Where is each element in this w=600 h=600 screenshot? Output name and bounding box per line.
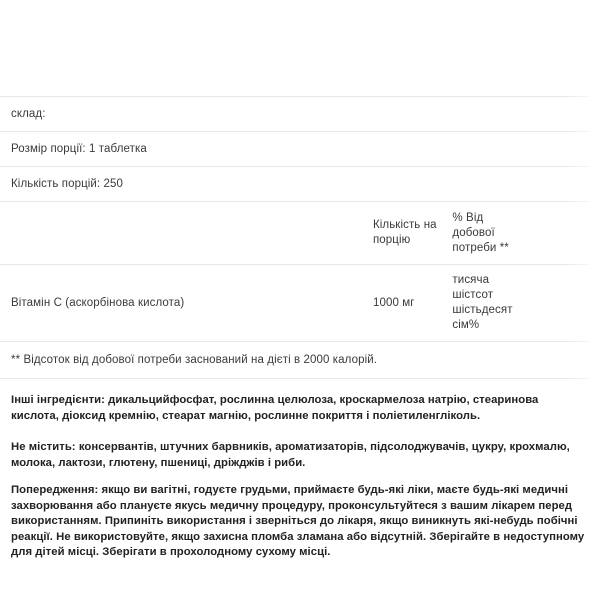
gap-before-warning xyxy=(0,471,600,483)
other-ingredients-block xyxy=(0,393,600,424)
serving-size-row xyxy=(0,132,600,166)
header-cell-amount xyxy=(373,202,452,264)
header-amount-line-2: порцію xyxy=(372,234,411,246)
table-row xyxy=(0,265,590,341)
composition-heading-label: склад: xyxy=(11,108,46,120)
header-dv-line-1: % Від xyxy=(452,211,484,224)
free-from-block xyxy=(0,440,600,471)
row-dv-line-2: шістсот xyxy=(452,289,494,301)
header-cell-daily-value xyxy=(452,202,590,264)
serving-size-label: Розмір порції: 1 таблетка xyxy=(11,143,147,155)
row-dv-line-1: тисяча xyxy=(452,274,490,286)
row-nutrient-daily-value xyxy=(452,265,590,341)
servings-per-container-row xyxy=(0,167,600,201)
header-cell-name xyxy=(0,202,373,264)
table-header-row xyxy=(0,202,590,264)
daily-value-footnote: ** Відсоток від добової потреби заснований на дієті в 2000 калорій. xyxy=(11,354,378,366)
warning-text: Попередження: якщо ви вагітні, годуєте грудьми, приймаєте будь-які ліки, маєте будь-які медичні захворювання або плануєте якусь медичну процедуру, проконсультуйтеся з вашим лікарем перед використанням. Припиніть використання і зверніться до лікаря, якщо виникнуть які-небудь побічні реакції. Не використовуйте, якщо захисна пломба зламана або відсутній. Зберігайте в недоступному для дітей місці. Зберігати в прохолодному сухому місці. xyxy=(11,484,585,558)
row-nutrient-name: Вітамін С (аскорбінова кислота) xyxy=(11,296,185,309)
nutrition-table xyxy=(0,202,590,264)
free-from-text: Не містить: консервантів, штучних барвників, ароматизаторів, підсолоджувачів, цукру, крохмалю, молока, лактози, глютену, пшениці, дріжджів і риби. xyxy=(11,441,570,469)
nutrition-table-body xyxy=(0,265,590,341)
other-ingredients-text: Інші інгредієнти: дикальцийфосфат, рослинна целюлоза, кроскармелоза натрію, стеаринова кислота, діоксид кремнію, стеарат магнію, рослинне покриття і поліетиленгліколь. xyxy=(11,394,539,422)
warning-block xyxy=(0,483,600,561)
header-dv-line-2: добової xyxy=(452,226,495,239)
gap-before-other-ingredients xyxy=(0,379,600,393)
header-amount-line-1: Кількість на xyxy=(372,219,437,231)
top-spacer xyxy=(0,0,600,96)
composition-heading-row xyxy=(0,97,600,131)
row-nutrient-amount: 1000 мг xyxy=(372,296,415,309)
header-dv-line-3: потреби ** xyxy=(452,241,509,254)
row-dv-line-4: сім% xyxy=(452,319,480,331)
row-dv-line-3: шістьдесят xyxy=(452,304,513,316)
servings-per-container-label: Кількість порцій: 250 xyxy=(11,178,124,190)
gap-before-free-from xyxy=(0,424,600,440)
